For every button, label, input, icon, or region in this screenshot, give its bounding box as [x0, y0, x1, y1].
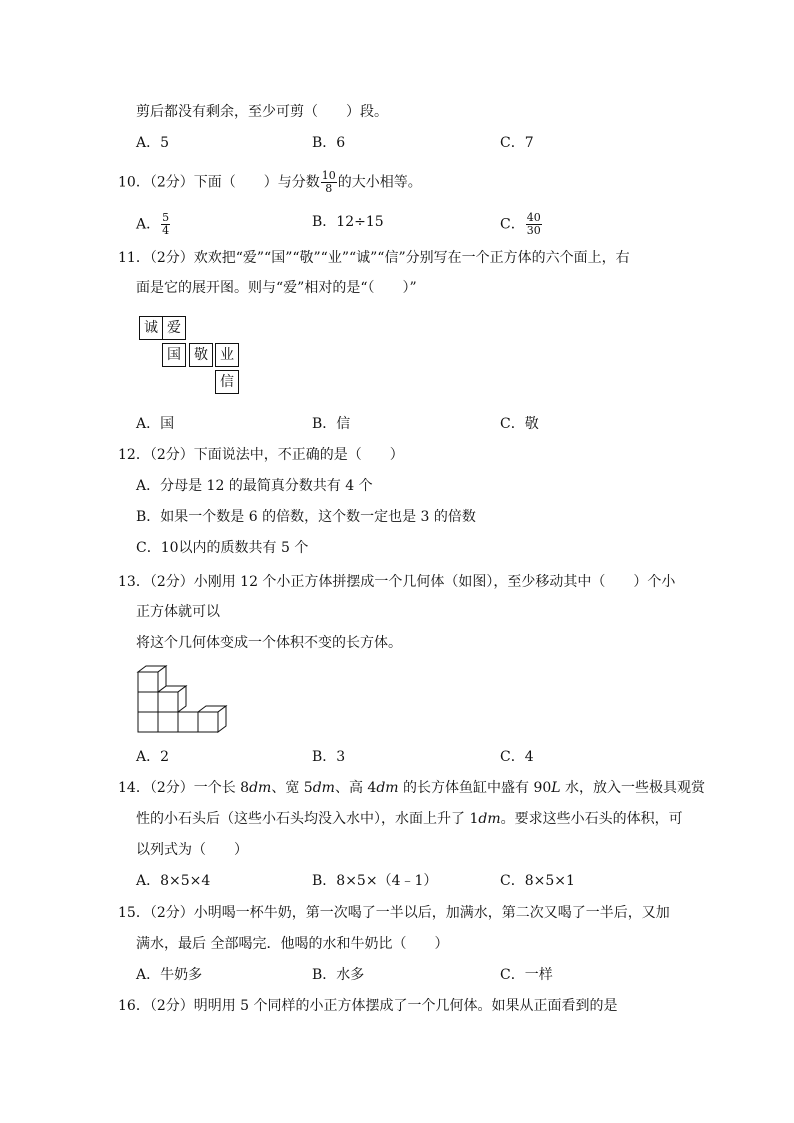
q14-option-c: C．8×5×1 [500, 873, 575, 889]
q9-option-c: C．7 [500, 135, 534, 151]
q14-option-b: B．8×5×（4﹣1） [312, 873, 438, 889]
net-cell: 国 [162, 343, 186, 367]
q14-unit: dm [376, 780, 399, 796]
q12-option-a: A．分母是 12 的最简真分数共有 4 个 [136, 478, 373, 494]
net-cell: 敬 [189, 343, 213, 367]
q10-option-a-numerator: 5 [162, 211, 170, 224]
q11-option-b: B．信 [312, 416, 351, 432]
net-cell: 业 [215, 343, 239, 367]
q10-stem [118, 170, 422, 195]
q14-text: 性的小石头后（这些小石头均没入水中），水面上升了 1 [136, 811, 479, 827]
q10-option-c [500, 212, 543, 237]
q13-option-a: A．2 [136, 749, 170, 765]
net-cell: 信 [215, 370, 239, 394]
q14-stem-line3: 以列式为（ ） [136, 842, 248, 858]
q12-option-c: C．10以内的质数共有 5 个 [136, 540, 309, 556]
q14-text: 14．（2分）一个长 8 [118, 780, 250, 796]
q10-stem-post: 的大小相等。 [337, 174, 422, 191]
q14-unit: L [551, 780, 561, 796]
q14-stem-line1 [118, 778, 705, 798]
q15-option-b: B．水多 [312, 967, 365, 983]
net-cell: 诚 [139, 316, 163, 340]
q14-stem-line2 [136, 809, 683, 829]
net-cell: 爱 [162, 316, 186, 340]
q12-stem: 12．（2分）下面说法中，不正确的是（ ） [118, 447, 404, 463]
q10-option-a [136, 212, 171, 237]
q10-option-a-fraction [161, 212, 170, 237]
q10-stem-pre: 10．（2分）下面（ ）与分数 [118, 174, 320, 191]
q13-stem-line2: 正方体就可以 [136, 604, 220, 620]
cube-net-figure [139, 316, 241, 396]
q14-unit: dm [249, 780, 272, 796]
q14-text: 的长方体鱼缸中盛有 90 [398, 780, 552, 796]
q10-option-c-fraction [526, 212, 542, 237]
q13-option-b: B．3 [312, 749, 346, 765]
q11-stem-line1: 11．（2分）欢欢把“爱”“国”“敬”“业”“诚”“信”分别写在一个正方体的六个面上，右 [118, 250, 630, 266]
q15-option-a: A．牛奶多 [136, 967, 203, 983]
q10-option-b: B．12÷15 [312, 214, 384, 230]
q13-stem-line3: 将这个几何体变成一个体积不变的长方体。 [136, 635, 402, 651]
q10-option-c-numerator: 40 [526, 211, 541, 224]
q11-option-c: C．敬 [500, 416, 539, 432]
q13-option-c: C．4 [500, 749, 534, 765]
q15-stem-line1: 15．（2分）小明喝一杯牛奶，第一次喝了一半以后，加满水，第二次又喝了一半后，又加 [118, 905, 670, 921]
q10-fraction-numerator: 10 [321, 169, 336, 182]
q13-stem-line1: 13．（2分）小刚用 12 个小正方体拼摆成一个几何体（如图），至少移动其中（ ）个小 [118, 574, 676, 590]
stacked-cubes-figure [136, 662, 228, 734]
q10-option-c-label: C． [500, 216, 525, 233]
q9-stem-continued: 剪后都没有剩余，至少可剪（ ）段。 [136, 104, 388, 120]
q11-option-a: A．国 [136, 416, 175, 432]
q14-unit: dm [478, 811, 501, 827]
q15-option-c: C．一样 [500, 967, 553, 983]
q11-stem-line2: 面是它的展开图。则与“爱”相对的是“（ ）” [136, 280, 417, 296]
q9-option-a: A．5 [136, 135, 170, 151]
q14-text: 。要求这些小石头的体积，可 [500, 811, 683, 827]
q14-text: 水，放入一些极具观赏 [560, 780, 706, 796]
q16-stem-line1: 16．（2分）明明用 5 个同样的小正方体摆成了一个几何体。如果从正面看到的是 [118, 998, 618, 1014]
q14-text: 、高 4 [334, 780, 377, 796]
q10-option-a-denominator: 4 [162, 224, 170, 237]
q14-text: 、宽 5 [271, 780, 313, 796]
q14-option-a: A．8×5×4 [136, 873, 211, 889]
q10-option-a-label: A． [136, 216, 161, 233]
q12-option-b: B．如果一个数是 6 的倍数，这个数一定也是 3 的倍数 [136, 509, 476, 525]
q15-stem-line2: 满水，最后 全部喝完．他喝的水和牛奶比（ ） [136, 936, 449, 952]
q10-option-c-denominator: 30 [526, 224, 541, 237]
q14-unit: dm [312, 780, 335, 796]
q10-fraction-denominator: 8 [325, 182, 333, 195]
q9-option-b: B．6 [312, 135, 346, 151]
q10-fraction [321, 170, 337, 195]
